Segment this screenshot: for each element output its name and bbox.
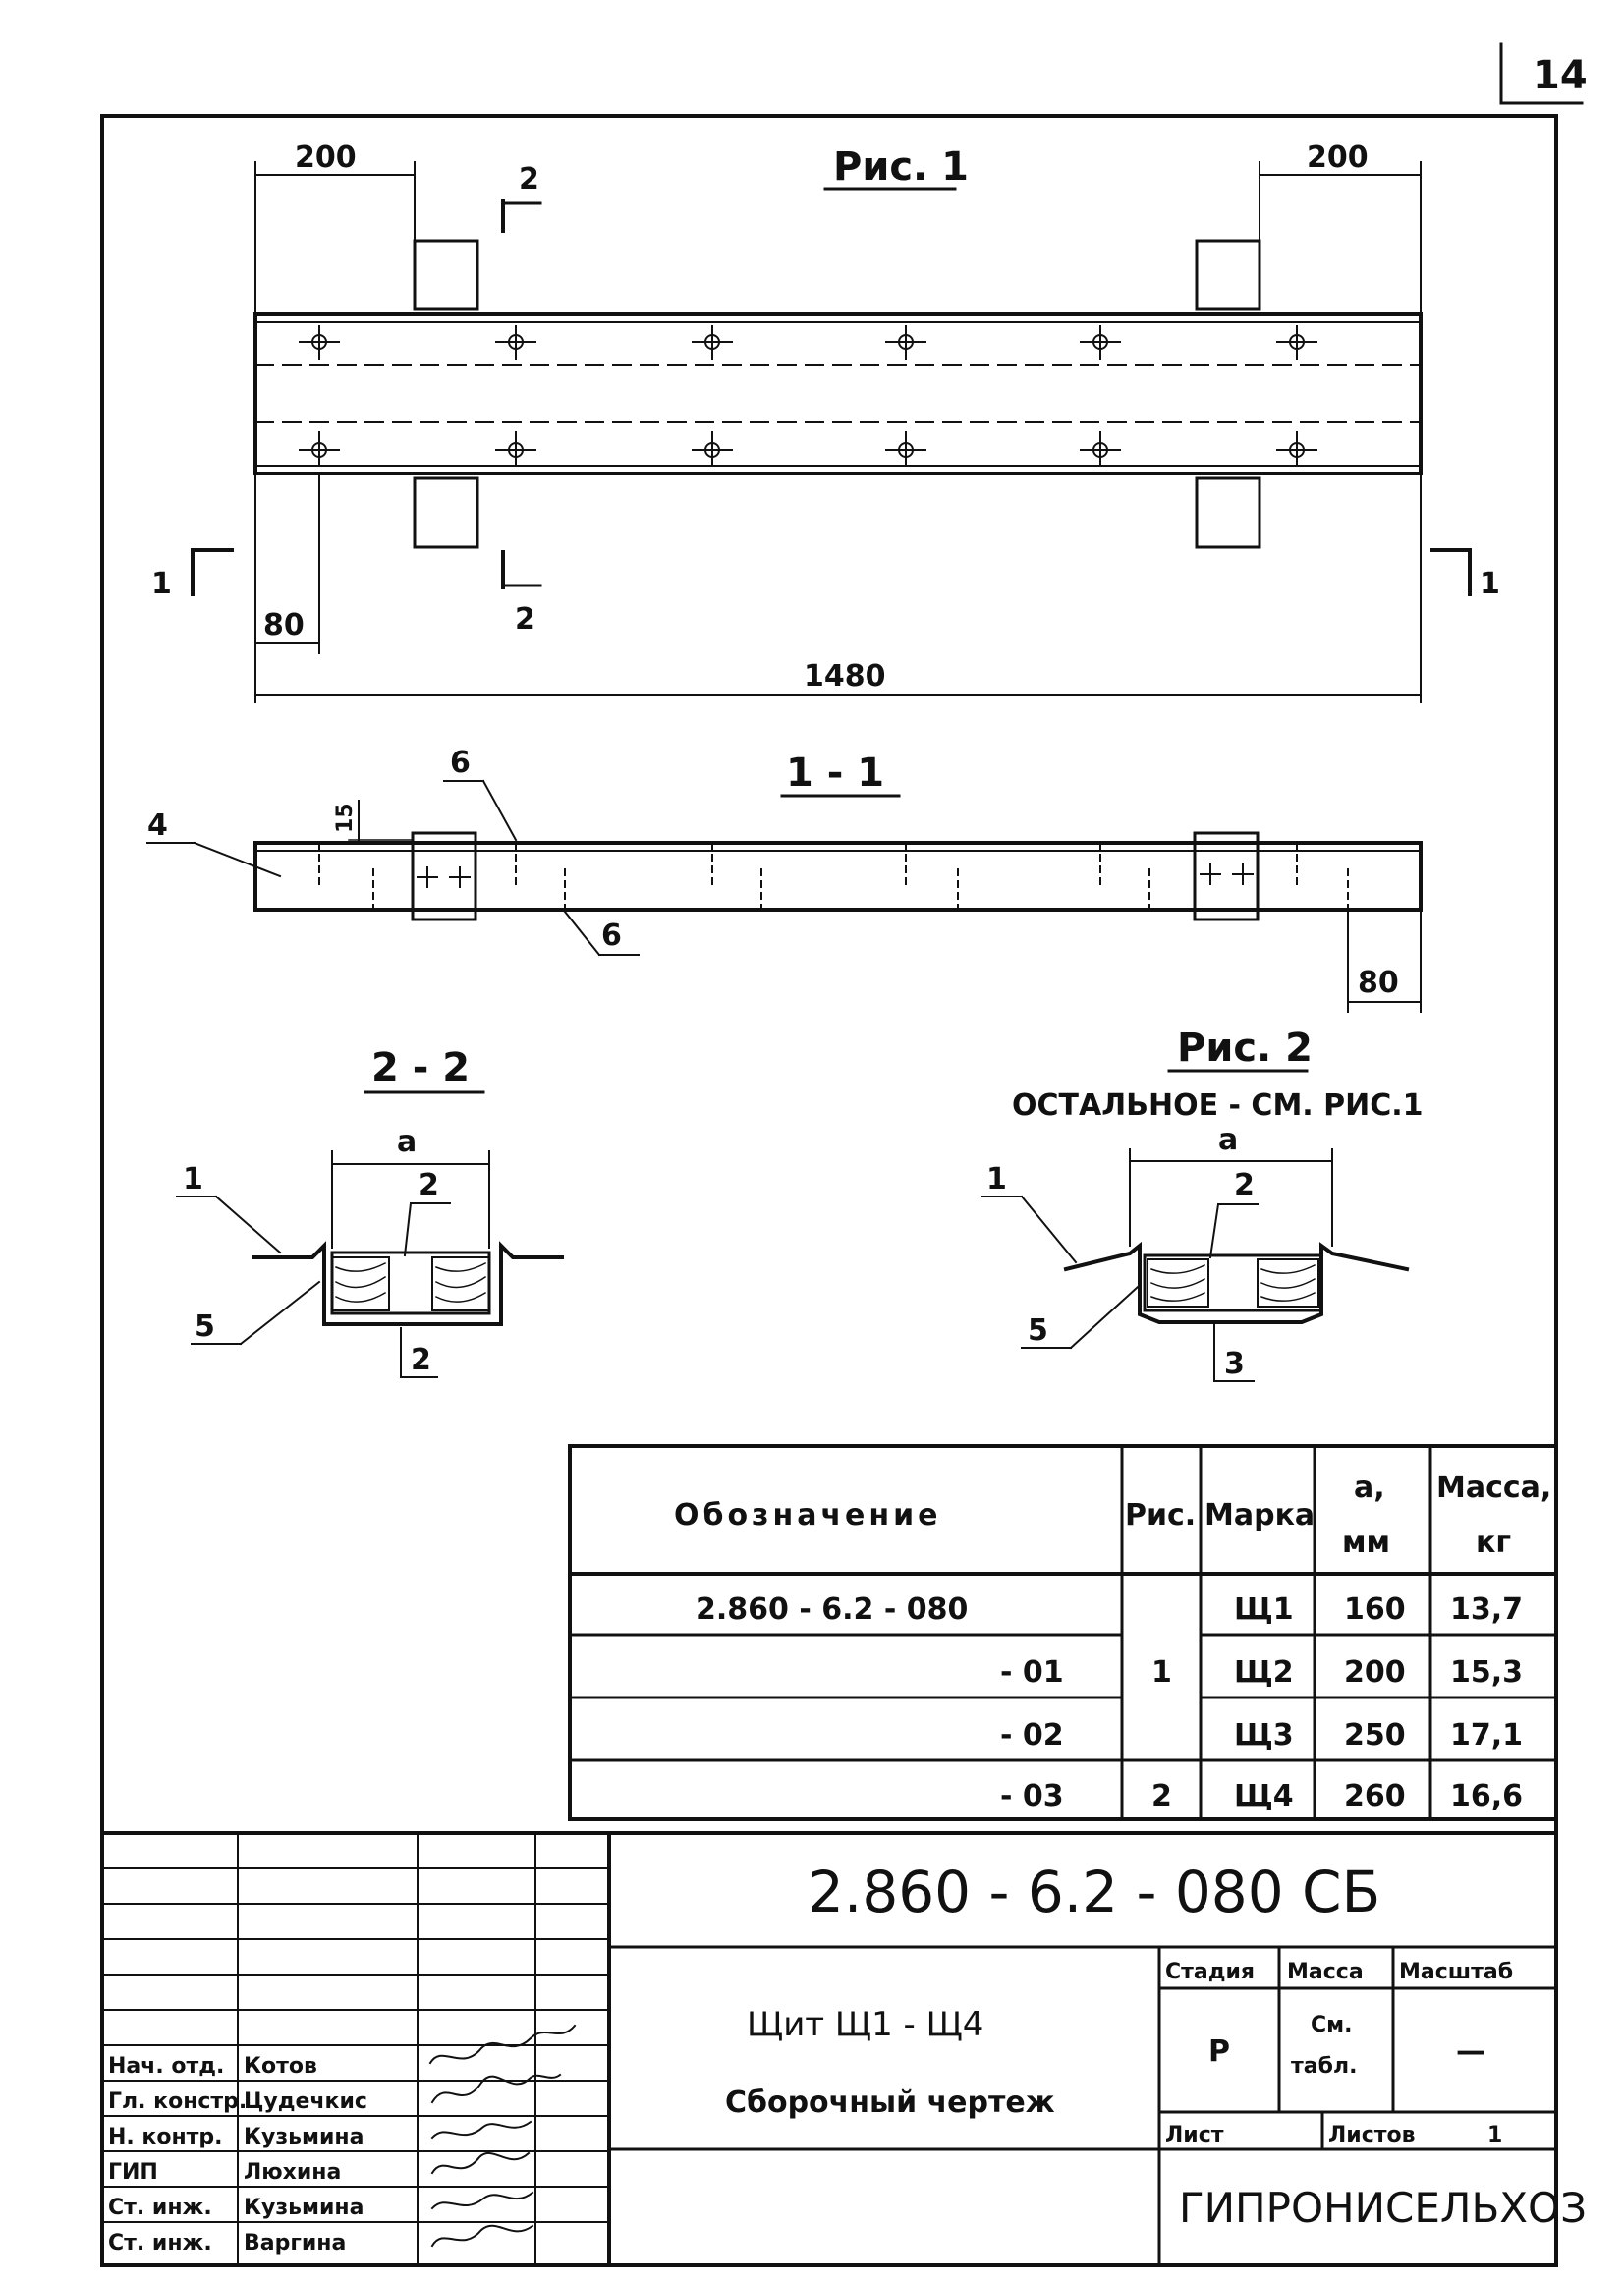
fig2-leader-5: [1071, 1287, 1138, 1348]
dim-15: 15: [333, 803, 358, 833]
section-2-top-label: 2: [519, 162, 539, 196]
header-mass-unit: кг: [1476, 1526, 1512, 1560]
leader-4: [195, 843, 280, 876]
signer-role: Гл. констр.: [108, 2089, 248, 2114]
figure-ref-2: 2: [1151, 1779, 1172, 1813]
bearing-block-top-left: [415, 241, 477, 309]
signer-name: Варгина: [244, 2231, 347, 2255]
panel-body: [255, 314, 1421, 473]
scale-value: —: [1456, 2034, 1485, 2069]
header-a: a,: [1354, 1471, 1385, 1505]
dim-1480: 1480: [804, 659, 886, 694]
signer-name: Люхина: [244, 2160, 342, 2185]
signer-name: Котов: [244, 2054, 317, 2079]
bearing-block-bottom-left: [415, 478, 477, 547]
section-1-1-block-right: [1195, 833, 1258, 919]
header-mass: Масса,: [1436, 1471, 1552, 1505]
row-3-mark: Щ3: [1234, 1718, 1294, 1753]
row-1-mass: 13,7: [1450, 1592, 1524, 1627]
row-1-mark: Щ1: [1234, 1592, 1294, 1627]
callout-2-fig2: 2: [1234, 1168, 1255, 1202]
callout-2-top: 2: [419, 1168, 439, 1202]
section-2-2-view: [177, 1045, 562, 1377]
signer-role: Ст. инж.: [108, 2196, 212, 2220]
header-a-unit: мм: [1342, 1526, 1391, 1560]
dim-200-left: 200: [295, 140, 357, 175]
row-2-designation: - 01: [1000, 1655, 1064, 1690]
section-1-1-bolts: [418, 864, 1253, 887]
leader-1: [216, 1197, 280, 1253]
row-1-a: 160: [1344, 1592, 1406, 1627]
dim-200-right: 200: [1307, 140, 1369, 175]
title-block: [102, 1833, 1587, 2265]
signer-name: Цудечкис: [244, 2089, 367, 2114]
nail-row-top: [300, 326, 1316, 359]
callout-1-fig2: 1: [986, 1162, 1007, 1197]
sheets-label: Листов: [1328, 2123, 1416, 2147]
header-mark: Марка: [1204, 1498, 1316, 1532]
document-code: 2.860 - 6.2 - 080 СБ: [808, 1859, 1381, 1925]
section-1-1-title: 1 - 1: [786, 751, 885, 796]
wood-grain-left: [336, 1263, 385, 1302]
fig2-wood-grain: [1151, 1265, 1315, 1301]
spec-table: [570, 1446, 1556, 1819]
row-1-designation: 2.860 - 6.2 - 080: [696, 1592, 969, 1627]
row-2-mass: 15,3: [1450, 1655, 1524, 1690]
row-3-mass: 17,1: [1450, 1718, 1524, 1753]
callout-2-bottom: 2: [411, 1343, 431, 1377]
leader-6-bottom: [565, 912, 599, 955]
leader-2-top: [405, 1203, 411, 1255]
organization-name: ГИПРОНИСЕЛЬХОЗ: [1179, 2184, 1588, 2232]
callout-5-2-2: 5: [195, 1309, 215, 1344]
bearing-block-bottom-right: [1197, 478, 1260, 547]
callout-6-top: 6: [450, 746, 471, 780]
row-4-designation: - 03: [1000, 1779, 1064, 1813]
scale-label: Масштаб: [1399, 1960, 1514, 1984]
row-4-mark: Щ4: [1234, 1779, 1294, 1813]
dim-a-fig2: a: [1218, 1123, 1239, 1157]
sheets-value: 1: [1487, 2123, 1503, 2147]
header-designation: Обозначение: [674, 1498, 942, 1532]
mass-value-1: См.: [1311, 2013, 1353, 2037]
signer-role: Ст. инж.: [108, 2231, 212, 2255]
table-row: [1000, 1655, 1523, 1690]
figure-2-core: [1145, 1255, 1321, 1310]
stage-value: Р: [1208, 2034, 1230, 2069]
section-2-2-title: 2 - 2: [371, 1045, 471, 1090]
table-row: [1000, 1718, 1523, 1753]
signature-grid-rows: [102, 1868, 609, 2222]
section-1-1-view: [147, 746, 1421, 1012]
fig2-leader-2: [1210, 1204, 1218, 1257]
fig2-wood-insert-right: [1258, 1259, 1318, 1307]
wood-grain-right: [436, 1263, 485, 1302]
stage-label: Стадия: [1165, 1960, 1256, 1984]
figure-2-subtitle: ОСТАЛЬНОЕ - СМ. РИС.1: [1012, 1088, 1424, 1123]
signer-role: Нач. отд.: [108, 2054, 225, 2079]
callout-4: 4: [147, 808, 168, 843]
header-figure: Рис.: [1125, 1498, 1197, 1532]
leader-6-top: [483, 781, 516, 840]
row-4-mass: 16,6: [1450, 1779, 1524, 1813]
dim-a-2-2: a: [397, 1125, 418, 1159]
mass-value-2: табл.: [1291, 2054, 1358, 2079]
callout-3-fig2: 3: [1224, 1347, 1245, 1381]
fig2-wood-insert-left: [1148, 1259, 1208, 1307]
section-1-left-label: 1: [151, 567, 172, 601]
row-3-designation: - 02: [1000, 1718, 1064, 1753]
signer-role: ГИП: [108, 2160, 158, 2185]
signature-scribbles: [430, 2026, 575, 2246]
callout-5-fig2: 5: [1028, 1313, 1048, 1348]
figure-ref-1: 1: [1151, 1655, 1172, 1690]
drawing-name-line-1: Щит Щ1 - Щ4: [747, 2005, 984, 2044]
section-1-right-label: 1: [1480, 567, 1500, 601]
drawing-name-line-2: Сборочный чертеж: [725, 2086, 1055, 2120]
bearing-block-top-right: [1197, 241, 1260, 309]
nail-row-bottom: [300, 432, 1316, 466]
dim-80-left: 80: [263, 608, 305, 642]
table-row: [696, 1592, 1523, 1627]
callout-1-2-2: 1: [183, 1162, 203, 1197]
callout-6-bottom: 6: [601, 919, 622, 953]
section-2-bottom-label: 2: [515, 602, 535, 637]
dim-80-right: 80: [1358, 966, 1399, 1000]
sheet-number: 14: [1533, 53, 1588, 98]
figure-1-title: Рис. 1: [833, 144, 970, 190]
row-4-a: 260: [1344, 1779, 1406, 1813]
table-row: [1000, 1779, 1523, 1813]
figure-2-title: Рис. 2: [1177, 1026, 1314, 1071]
section-2-2-core: [332, 1253, 489, 1313]
row-2-a: 200: [1344, 1655, 1406, 1690]
mass-label: Масса: [1287, 1960, 1364, 1984]
row-2-mark: Щ2: [1234, 1655, 1294, 1690]
row-3-a: 250: [1344, 1718, 1406, 1753]
sheet-label: Лист: [1165, 2123, 1224, 2147]
fig2-leader-1: [1022, 1197, 1076, 1262]
leader-5: [241, 1282, 319, 1344]
figure-1-plan-view: [151, 140, 1500, 702]
signer-name: Кузьмина: [244, 2196, 364, 2220]
signer-name: Кузьмина: [244, 2125, 364, 2149]
signer-role: Н. контр.: [108, 2125, 223, 2149]
figure-2-view: [982, 1026, 1424, 1381]
